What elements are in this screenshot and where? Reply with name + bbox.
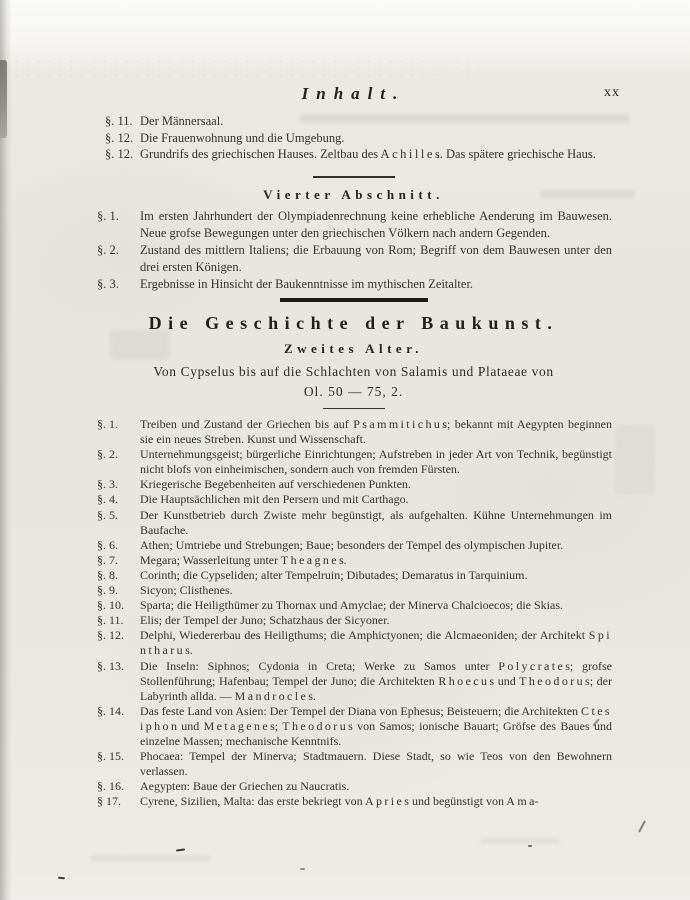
entry-text: Unternehmungsgeist; bürgerliche Einrichtungen; Aufstreben in jeder Art von Technik, begünstigt nicht blofs von einheimischen, sondern auch von fremden Fürsten.	[140, 447, 612, 477]
chapter-subtitle: Zweites Alter.	[283, 340, 424, 356]
toc-entry	[95, 146, 612, 163]
subsection-divider-rule	[323, 408, 385, 410]
entry-label: §. 2.	[97, 447, 118, 462]
entry-label: §. 11.	[97, 613, 124, 628]
entry-label: §. 2.	[97, 242, 119, 257]
toc-section-list	[95, 208, 612, 293]
ink-speck	[638, 820, 646, 832]
toc-entry	[95, 276, 612, 293]
entry-label: §. 9.	[97, 583, 118, 598]
entry-label: §. 3.	[97, 477, 118, 492]
toc-entry	[95, 568, 612, 583]
entry-text: Die Hauptsächlichen mit den Persern und mit Carthago.	[140, 492, 409, 507]
toc-entry	[95, 628, 612, 658]
entry-label: §. 16.	[97, 779, 124, 794]
toc-entry	[95, 508, 612, 538]
ink-speck	[176, 848, 185, 851]
ink-bleedthrough-smudge	[90, 855, 210, 862]
entry-text: Delphi, Wiedererbau des Heiligthums; die Amphictyonen; die Alcmaeoniden; der Architekt S p i n t h a r u s.	[140, 628, 612, 658]
page-content	[95, 80, 612, 809]
toc-entry	[95, 598, 612, 613]
entry-text: Ergebnisse in Hinsicht der Baukenntnisse im mythischen Zeitalter.	[140, 276, 474, 291]
toc-entry	[95, 749, 612, 779]
ink-bleedthrough-smudge	[615, 425, 655, 495]
toc-entry	[95, 242, 612, 276]
entry-label: §. 13.	[97, 658, 124, 673]
entry-text: Der Männersaal.	[140, 114, 224, 128]
entry-text: Der Kunstbetrieb durch Zwiste mehr begünstigt, als aufgehalten. Kühne Unternehmungen im Baufache.	[140, 507, 612, 537]
entry-label: §. 8.	[97, 567, 118, 582]
entry-text: Megara; Wasserleitung unter T h e a g n e s.	[140, 552, 347, 567]
entry-label: §. 14.	[97, 703, 124, 718]
entry-text: Sicyon; Clisthenes.	[140, 583, 233, 598]
entry-label: §. 11.	[105, 114, 133, 128]
chapter-title: Die Geschichte der Baukunst.	[148, 312, 559, 333]
entry-label: §. 4.	[97, 492, 118, 507]
entry-text: Sparta; die Heiligthümer zu Thornax und Amyclae; der Minerva Chalcioecos; die Skias.	[140, 598, 563, 613]
thick-divider-bar	[280, 298, 428, 302]
entry-label: §. 7.	[97, 552, 118, 567]
toc-entry	[95, 417, 612, 447]
entry-text: Athen; Umtriebe und Strebungen; Baue; besonders der Tempel des olympischen Jupiter.	[140, 537, 564, 552]
toc-entry	[95, 538, 612, 553]
entry-label: §. 1.	[97, 417, 118, 431]
page-number: xx	[604, 85, 620, 100]
toc-entry	[95, 659, 612, 704]
entry-text: Die Frauenwohnung und die Umgebung.	[140, 130, 345, 145]
section-divider-rule	[313, 176, 395, 178]
toc-entry	[95, 583, 612, 598]
toc-entry	[95, 477, 612, 492]
entry-label: §. 5.	[97, 507, 118, 522]
section-heading: Vierter Abschnitt.	[263, 186, 444, 202]
ink-bleedthrough-smudge	[480, 838, 560, 844]
chapter-olympiad-line: Ol. 50 — 75, 2.	[303, 383, 404, 399]
toc-entry	[95, 794, 612, 809]
entry-label: §. 12.	[105, 130, 134, 145]
binding-mark	[0, 60, 7, 138]
paper-speckle-band	[0, 58, 640, 80]
toc-entry	[95, 704, 612, 749]
toc-entry	[95, 553, 612, 568]
toc-entry	[95, 113, 612, 130]
entry-text: Grundrifs des griechischen Hauses. Zeltbau des A c h i l l e s. Das spätere griechische Haus.	[140, 147, 596, 161]
chapter-range-line: Von Cypselus bis auf die Schlachten von Salamis und Plataeae von	[153, 363, 554, 379]
toc-entry	[95, 492, 612, 507]
toc-entry	[95, 130, 612, 147]
page-title: Inhalt.	[301, 84, 406, 103]
entry-label: §. 3.	[97, 276, 119, 291]
entry-text: Aegypten: Baue der Griechen zu Naucratis.	[140, 779, 350, 794]
entry-label: §. 1.	[97, 208, 119, 223]
entry-label: §. 10.	[97, 598, 124, 613]
toc-main-list	[95, 417, 612, 809]
entry-text: Phocaea: Tempel der Minerva; Stadtmauern. Diese Stadt, so wie Teos von den Bewohnern verlassen.	[140, 749, 612, 779]
ink-speck	[300, 868, 305, 870]
entry-text: Das feste Land von Asien: Der Tempel der Diana von Ephesus; Beisteuern; die Architekten C t e s i p h o n und M e t a g e n e s; T h e o d o r u s von Samos; ionische Bauart; Gröfse des Baues und einzelne Massen; mechanische Kenntnifs.	[140, 703, 612, 748]
entry-text: Cyrene, Sizilien, Malta: das erste bekriegt von A p r i e s und begünstigt von A m a-	[140, 794, 539, 809]
toc-entry	[95, 779, 612, 794]
entry-label: § 17.	[97, 794, 121, 809]
entry-text: Im ersten Jahrhundert der Olympiadenrechnung keine erhebliche Aenderung im Bauwesen. Neue grofse Bewegungen unter den griechischen Völkern nach andern Gegenden.	[140, 208, 612, 240]
entry-text: Corinth; die Cypseliden; alter Tempelruin; Dibutades; Demaratus in Tarquinium.	[140, 567, 528, 582]
toc-entry	[95, 208, 612, 242]
entry-label: §. 15.	[97, 749, 124, 764]
entry-text: Kriegerische Begebenheiten auf verschiedenen Punkten.	[140, 477, 411, 492]
entry-text: Zustand des mittlern Italiens; die Erbauung von Rom; Begriff von dem Bauwesen unter den drei ersten Königen.	[140, 242, 612, 274]
entry-text: Die Inseln: Siphnos; Cydonia in Creta; Werke zu Samos unter P o l y c r a t e s; grofse Stollenführung; Hafenbau; Tempel der Juno; die Architekten R h o e c u s und T h e o d o r u s; der Labyrinth allda. — M a n d r o c l e s.	[140, 658, 612, 703]
toc-entry	[95, 613, 612, 628]
entry-text: Elis; der Tempel der Juno; Schatzhaus der Sicyoner.	[140, 613, 390, 628]
toc-top-list	[95, 113, 612, 163]
entry-label: §. 12.	[97, 628, 124, 643]
entry-label: §. 12.	[105, 147, 134, 161]
entry-label: §. 6.	[97, 537, 118, 552]
ink-speck	[528, 845, 532, 847]
entry-text: Treiben und Zustand der Griechen bis auf P s a m m i t i c h u s; bekannt mit Aegypten beginnen sie ein neues Streben. Kunst und Wissenschaft.	[140, 417, 612, 447]
toc-entry	[95, 447, 612, 477]
ink-speck	[58, 877, 65, 880]
